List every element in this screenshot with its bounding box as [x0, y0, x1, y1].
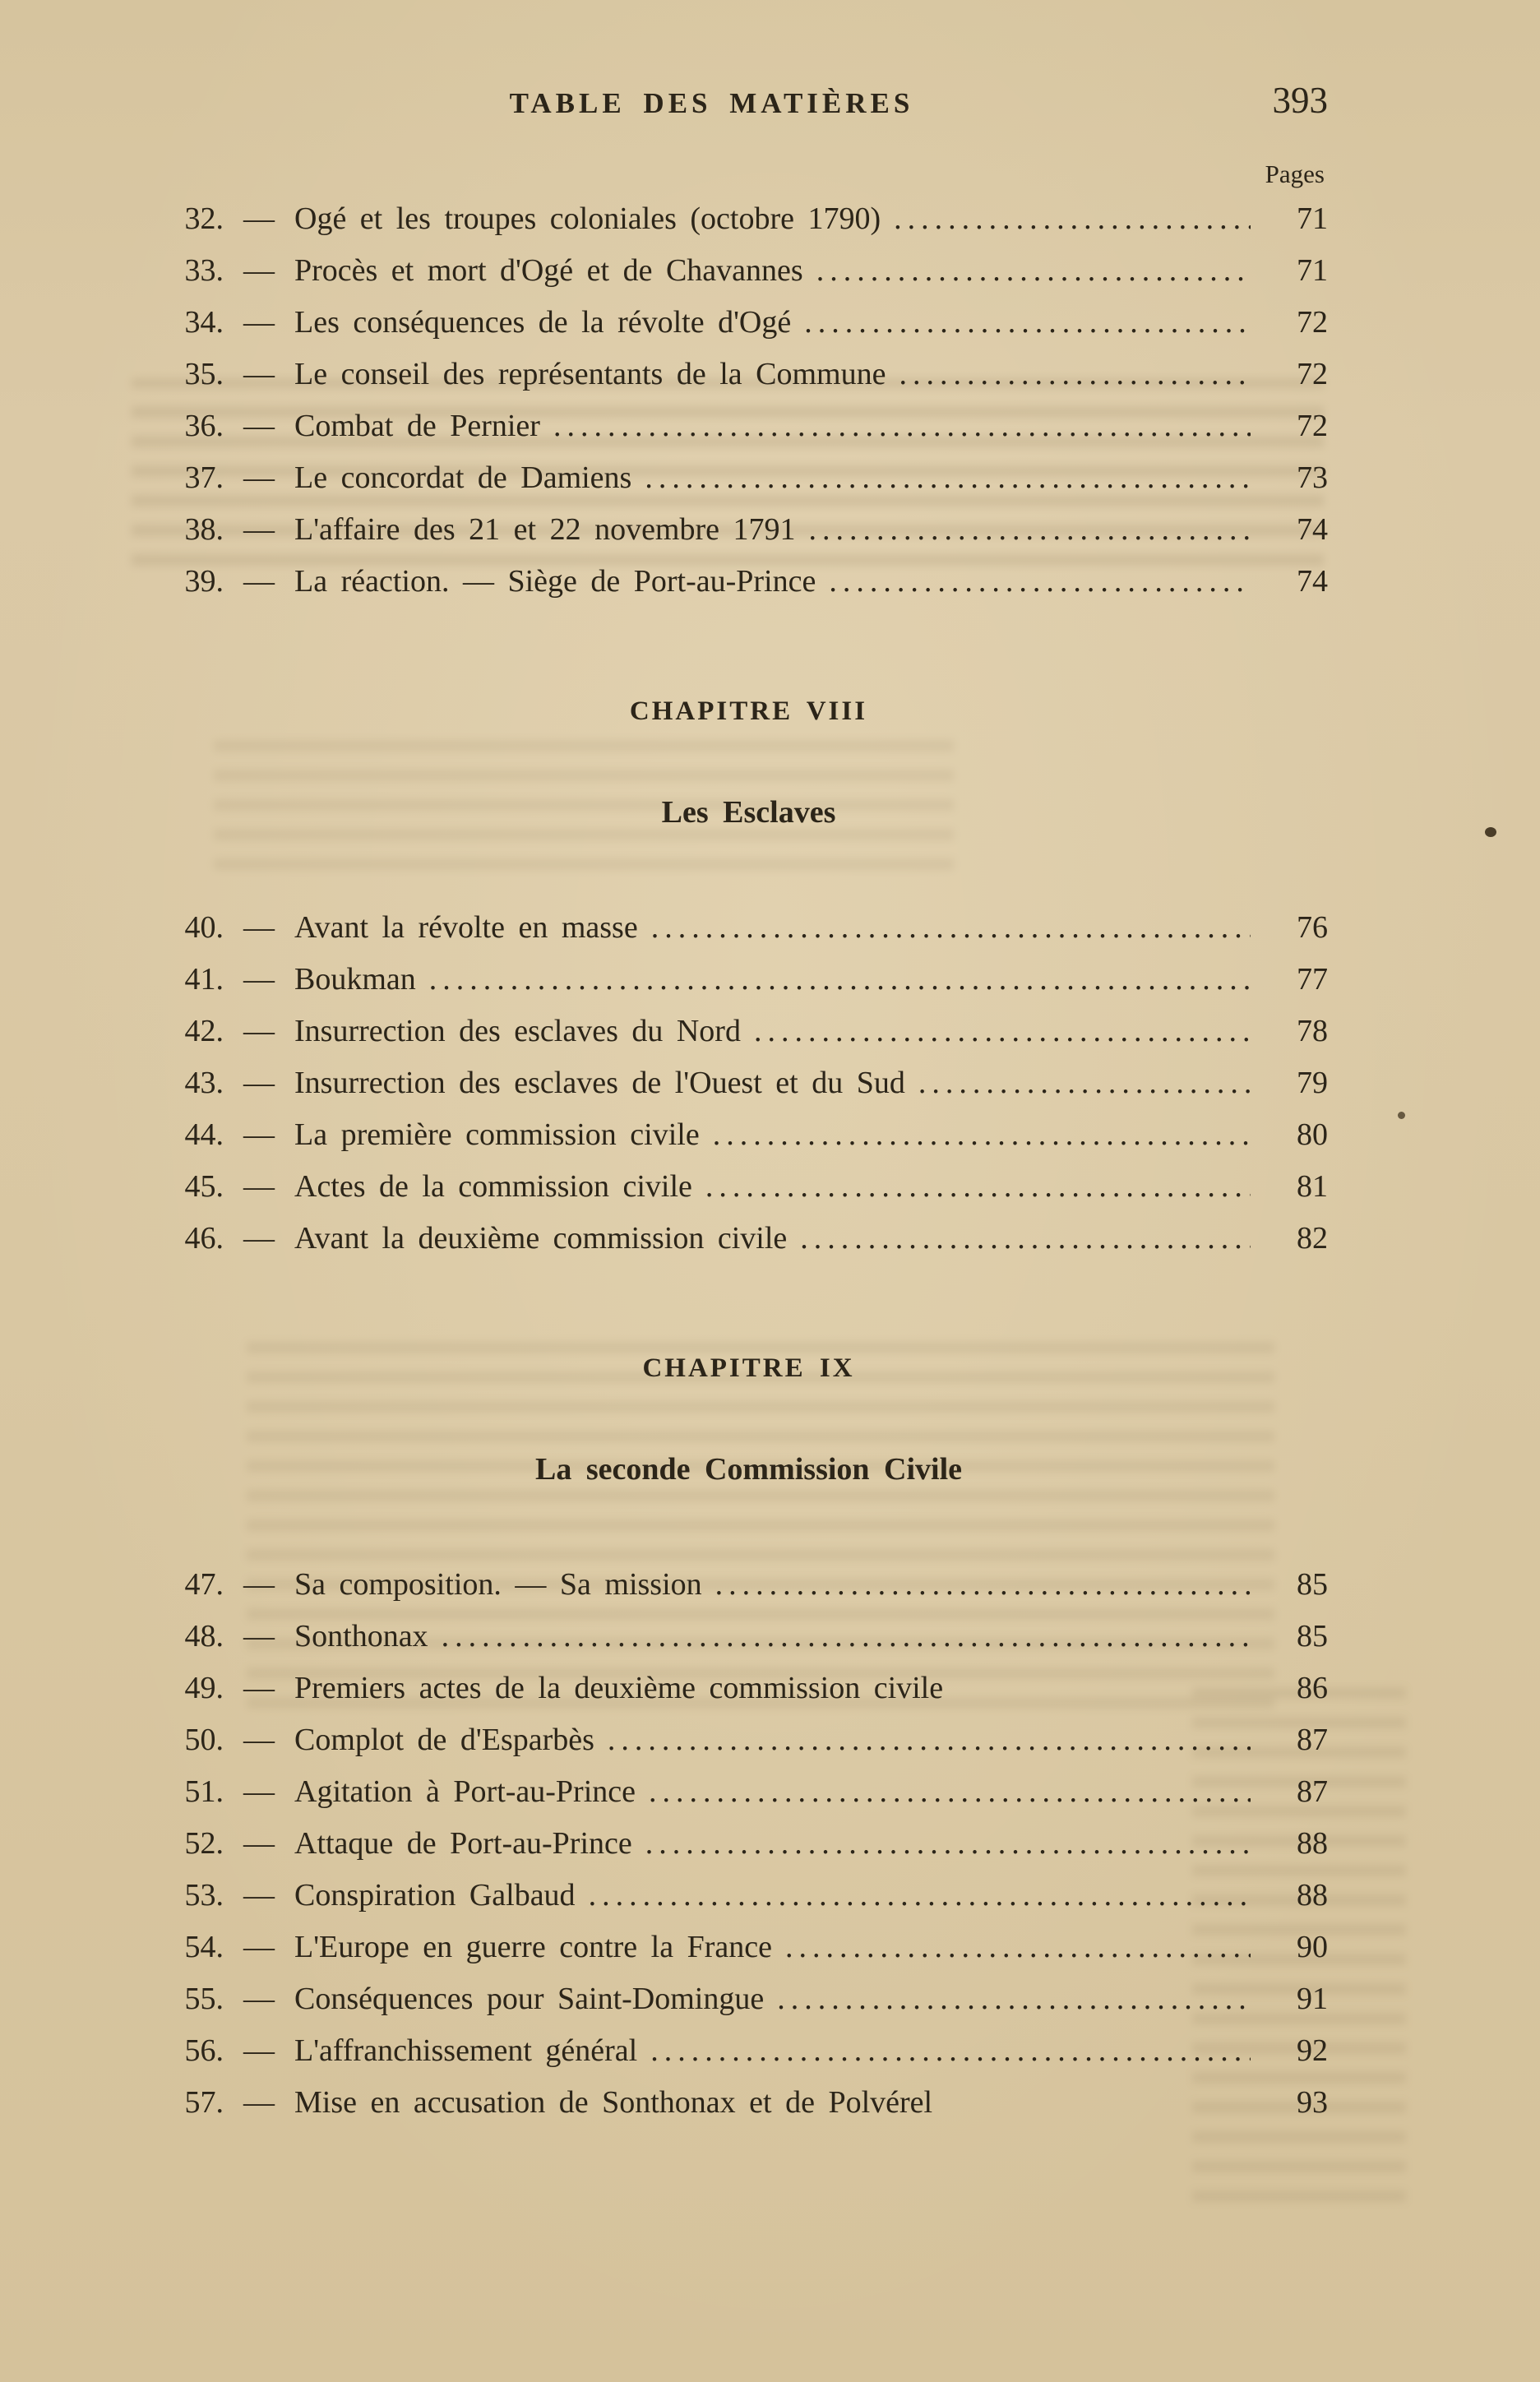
entry-number: 41. — [184, 962, 224, 997]
entry-dash: — — [243, 564, 275, 599]
dot-leader — [705, 1168, 1251, 1205]
table-of-contents-page — [169, 79, 1328, 2136]
toc-entry-row — [169, 304, 1328, 340]
entry-title: Ogé et les troupes coloniales (octobre 1790) — [294, 201, 881, 236]
toc-entry-row — [169, 1566, 1328, 1603]
entry-dash: — — [243, 305, 275, 340]
toc-entry-row — [169, 563, 1328, 599]
entry-title: Insurrection des esclaves du Nord — [294, 1014, 741, 1048]
entry-title: La réaction. — Siège de Port-au-Prince — [294, 564, 816, 599]
entry-dash: — — [243, 357, 275, 391]
entry-title: Sa composition. — Sa mission — [294, 1567, 702, 1602]
entry-dash: — — [243, 1723, 275, 1757]
chapter-heading: CHAPITRE VIII — [629, 696, 868, 726]
dot-leader — [608, 1722, 1251, 1758]
entry-dash: — — [243, 962, 275, 997]
entry-title: Actes de la commission civile — [294, 1169, 692, 1204]
toc-section — [169, 1353, 1328, 2121]
entry-page-number: 80 — [1297, 1117, 1328, 1152]
entry-number: 44. — [184, 1117, 224, 1152]
entry-dash: — — [243, 1066, 275, 1100]
entry-page-number: 86 — [1297, 1671, 1328, 1705]
entry-title: L'affranchissement général — [294, 2033, 638, 2068]
ink-speck — [1485, 827, 1496, 837]
dot-leader — [442, 1618, 1251, 1654]
entry-dash: — — [243, 1774, 275, 1809]
dot-leader — [645, 460, 1251, 496]
entry-number: 33. — [184, 253, 224, 288]
entry-dash: — — [243, 1221, 275, 1256]
dot-leader — [785, 1929, 1251, 1965]
entry-number: 56. — [184, 2033, 224, 2068]
toc-section — [169, 201, 1328, 599]
entry-page-number: 71 — [1297, 253, 1328, 288]
toc-section — [169, 696, 1328, 1256]
entry-title: Le concordat de Damiens — [294, 460, 632, 495]
entry-title: Boukman — [294, 962, 416, 997]
entry-dash: — — [243, 1982, 275, 2016]
toc-entry-row — [169, 1013, 1328, 1049]
dot-leader — [713, 1117, 1251, 1153]
toc-entry-row — [169, 408, 1328, 444]
entry-title: Combat de Pernier — [294, 409, 540, 443]
entry-page-number: 87 — [1297, 1723, 1328, 1757]
dot-leader — [829, 563, 1251, 599]
entry-number: 48. — [184, 1619, 224, 1654]
entry-dash: — — [243, 1930, 275, 1964]
toc-entry-row — [169, 1722, 1328, 1758]
entry-title: La première commission civile — [294, 1117, 700, 1152]
entry-number: 50. — [184, 1723, 224, 1757]
dot-leader — [429, 961, 1251, 997]
entry-title: Attaque de Port-au-Prince — [294, 1826, 632, 1861]
toc-entry-row — [169, 356, 1328, 392]
entry-title: Complot de d'Esparbès — [294, 1723, 594, 1757]
entry-page-number: 82 — [1297, 1221, 1328, 1256]
dot-leader — [816, 252, 1251, 289]
entry-number: 53. — [184, 1878, 224, 1913]
entry-title: Sonthonax — [294, 1619, 428, 1654]
toc-entry-row — [169, 1670, 1328, 1706]
entry-number: 32. — [184, 201, 224, 236]
entry-dash: — — [243, 1619, 275, 1654]
entry-page-number: 87 — [1297, 1774, 1328, 1809]
toc-entry-row — [169, 2033, 1328, 2069]
chapter-heading: CHAPITRE IX — [642, 1353, 855, 1383]
entry-number: 54. — [184, 1930, 224, 1964]
chapter-subheading: La seconde Commission Civile — [534, 1452, 963, 1487]
entry-title: Conséquences pour Saint-Domingue — [294, 1982, 765, 2016]
entry-number: 36. — [184, 409, 224, 443]
entry-dash: — — [243, 1169, 275, 1204]
dot-leader — [804, 304, 1251, 340]
chapter-subheading: Les Esclaves — [661, 795, 836, 830]
entry-title: Le conseil des représentants de la Commune — [294, 357, 886, 391]
entry-number: 52. — [184, 1826, 224, 1861]
entry-title: Avant la deuxième commission civile — [294, 1221, 788, 1256]
entry-number: 38. — [184, 512, 224, 547]
entry-dash: — — [243, 512, 275, 547]
entry-page-number: 72 — [1297, 409, 1328, 443]
entry-dash: — — [243, 1117, 275, 1152]
entry-number: 49. — [184, 1671, 224, 1705]
entry-number: 55. — [184, 1982, 224, 2016]
entry-title: L'affaire des 21 et 22 novembre 1791 — [294, 512, 796, 547]
page-title: TABLE DES MATIÈRES — [509, 87, 914, 119]
entry-dash: — — [243, 1878, 275, 1913]
pages-column-label: Pages — [1265, 160, 1325, 188]
entry-title: Premiers actes de la deuxième commission civile — [294, 1671, 944, 1705]
entry-number: 57. — [184, 2085, 224, 2120]
entry-number: 34. — [184, 305, 224, 340]
entry-page-number: 77 — [1297, 962, 1328, 997]
dot-leader — [899, 356, 1251, 392]
entry-dash: — — [243, 201, 275, 236]
toc-entry-row — [169, 1168, 1328, 1205]
entry-number: 35. — [184, 357, 224, 391]
dot-leader — [589, 1877, 1251, 1913]
entry-number: 43. — [184, 1066, 224, 1100]
toc-entry-row — [169, 1877, 1328, 1913]
entry-title: Insurrection des esclaves de l'Ouest et du Sud — [294, 1066, 905, 1100]
toc-entry-row — [169, 1618, 1328, 1654]
toc-entry-row — [169, 1220, 1328, 1256]
toc-entry-row — [169, 909, 1328, 946]
entry-title: Avant la révolte en masse — [294, 910, 638, 945]
dot-leader — [649, 1774, 1251, 1810]
toc-entry-row — [169, 511, 1328, 548]
entry-page-number: 71 — [1297, 201, 1328, 236]
toc-sections — [169, 201, 1328, 2121]
toc-entry-row — [169, 252, 1328, 289]
entry-page-number: 81 — [1297, 1169, 1328, 1204]
entry-number: 40. — [184, 910, 224, 945]
ink-speck — [1398, 1112, 1405, 1119]
entry-page-number: 79 — [1297, 1066, 1328, 1100]
entry-dash: — — [243, 2085, 275, 2120]
toc-entry-row — [169, 1774, 1328, 1810]
entry-title: Les conséquences de la révolte d'Ogé — [294, 305, 792, 340]
dot-leader — [809, 511, 1251, 548]
entry-page-number: 72 — [1297, 357, 1328, 391]
entry-number: 39. — [184, 564, 224, 599]
entry-dash: — — [243, 1826, 275, 1861]
toc-entry-row — [169, 1065, 1328, 1101]
entry-page-number: 85 — [1297, 1619, 1328, 1654]
toc-entry-row — [169, 2084, 1328, 2121]
page-number: 393 — [1272, 80, 1328, 121]
toc-entry-row — [169, 1981, 1328, 2017]
dot-leader — [553, 408, 1251, 444]
entry-page-number: 90 — [1297, 1930, 1328, 1964]
entry-dash: — — [243, 1567, 275, 1602]
toc-entry-row — [169, 460, 1328, 496]
entry-dash: — — [243, 409, 275, 443]
entry-number: 37. — [184, 460, 224, 495]
page-header — [169, 79, 1328, 122]
entry-page-number: 78 — [1297, 1014, 1328, 1048]
entry-number: 47. — [184, 1567, 224, 1602]
entry-page-number: 72 — [1297, 305, 1328, 340]
entry-dash: — — [243, 460, 275, 495]
toc-entry-row — [169, 201, 1328, 237]
entry-number: 42. — [184, 1014, 224, 1048]
entry-page-number: 88 — [1297, 1826, 1328, 1861]
dot-leader — [894, 201, 1251, 237]
entry-page-number: 85 — [1297, 1567, 1328, 1602]
dot-leader — [754, 1013, 1251, 1049]
entry-dash: — — [243, 1671, 275, 1705]
entry-number: 46. — [184, 1221, 224, 1256]
entry-title: Mise en accusation de Sonthonax et de Polvérel — [294, 2085, 933, 2120]
entry-page-number: 74 — [1297, 564, 1328, 599]
toc-entry-row — [169, 961, 1328, 997]
entry-title: Conspiration Galbaud — [294, 1878, 576, 1913]
entry-dash: — — [243, 910, 275, 945]
toc-entry-row — [169, 1929, 1328, 1965]
toc-entry-row — [169, 1825, 1328, 1862]
dot-leader — [715, 1566, 1251, 1603]
entry-page-number: 88 — [1297, 1878, 1328, 1913]
entry-title: L'Europe en guerre contre la France — [294, 1930, 772, 1964]
entry-title: Agitation à Port-au-Prince — [294, 1774, 636, 1809]
entry-page-number: 93 — [1297, 2085, 1328, 2120]
entry-number: 45. — [184, 1169, 224, 1204]
entry-page-number: 73 — [1297, 460, 1328, 495]
dot-leader — [777, 1981, 1251, 2017]
dot-leader — [800, 1220, 1251, 1256]
toc-entry-row — [169, 1117, 1328, 1153]
entry-number: 51. — [184, 1774, 224, 1809]
entry-page-number: 91 — [1297, 1982, 1328, 2016]
entry-dash: — — [243, 1014, 275, 1048]
dot-leader — [651, 909, 1251, 946]
entry-page-number: 74 — [1297, 512, 1328, 547]
entry-dash: — — [243, 253, 275, 288]
dot-leader — [918, 1065, 1251, 1101]
entry-dash: — — [243, 2033, 275, 2068]
entry-title: Procès et mort d'Ogé et de Chavannes — [294, 253, 803, 288]
dot-leader — [645, 1825, 1251, 1862]
entry-page-number: 92 — [1297, 2033, 1328, 2068]
entry-page-number: 76 — [1297, 910, 1328, 945]
dot-leader — [650, 2033, 1251, 2069]
